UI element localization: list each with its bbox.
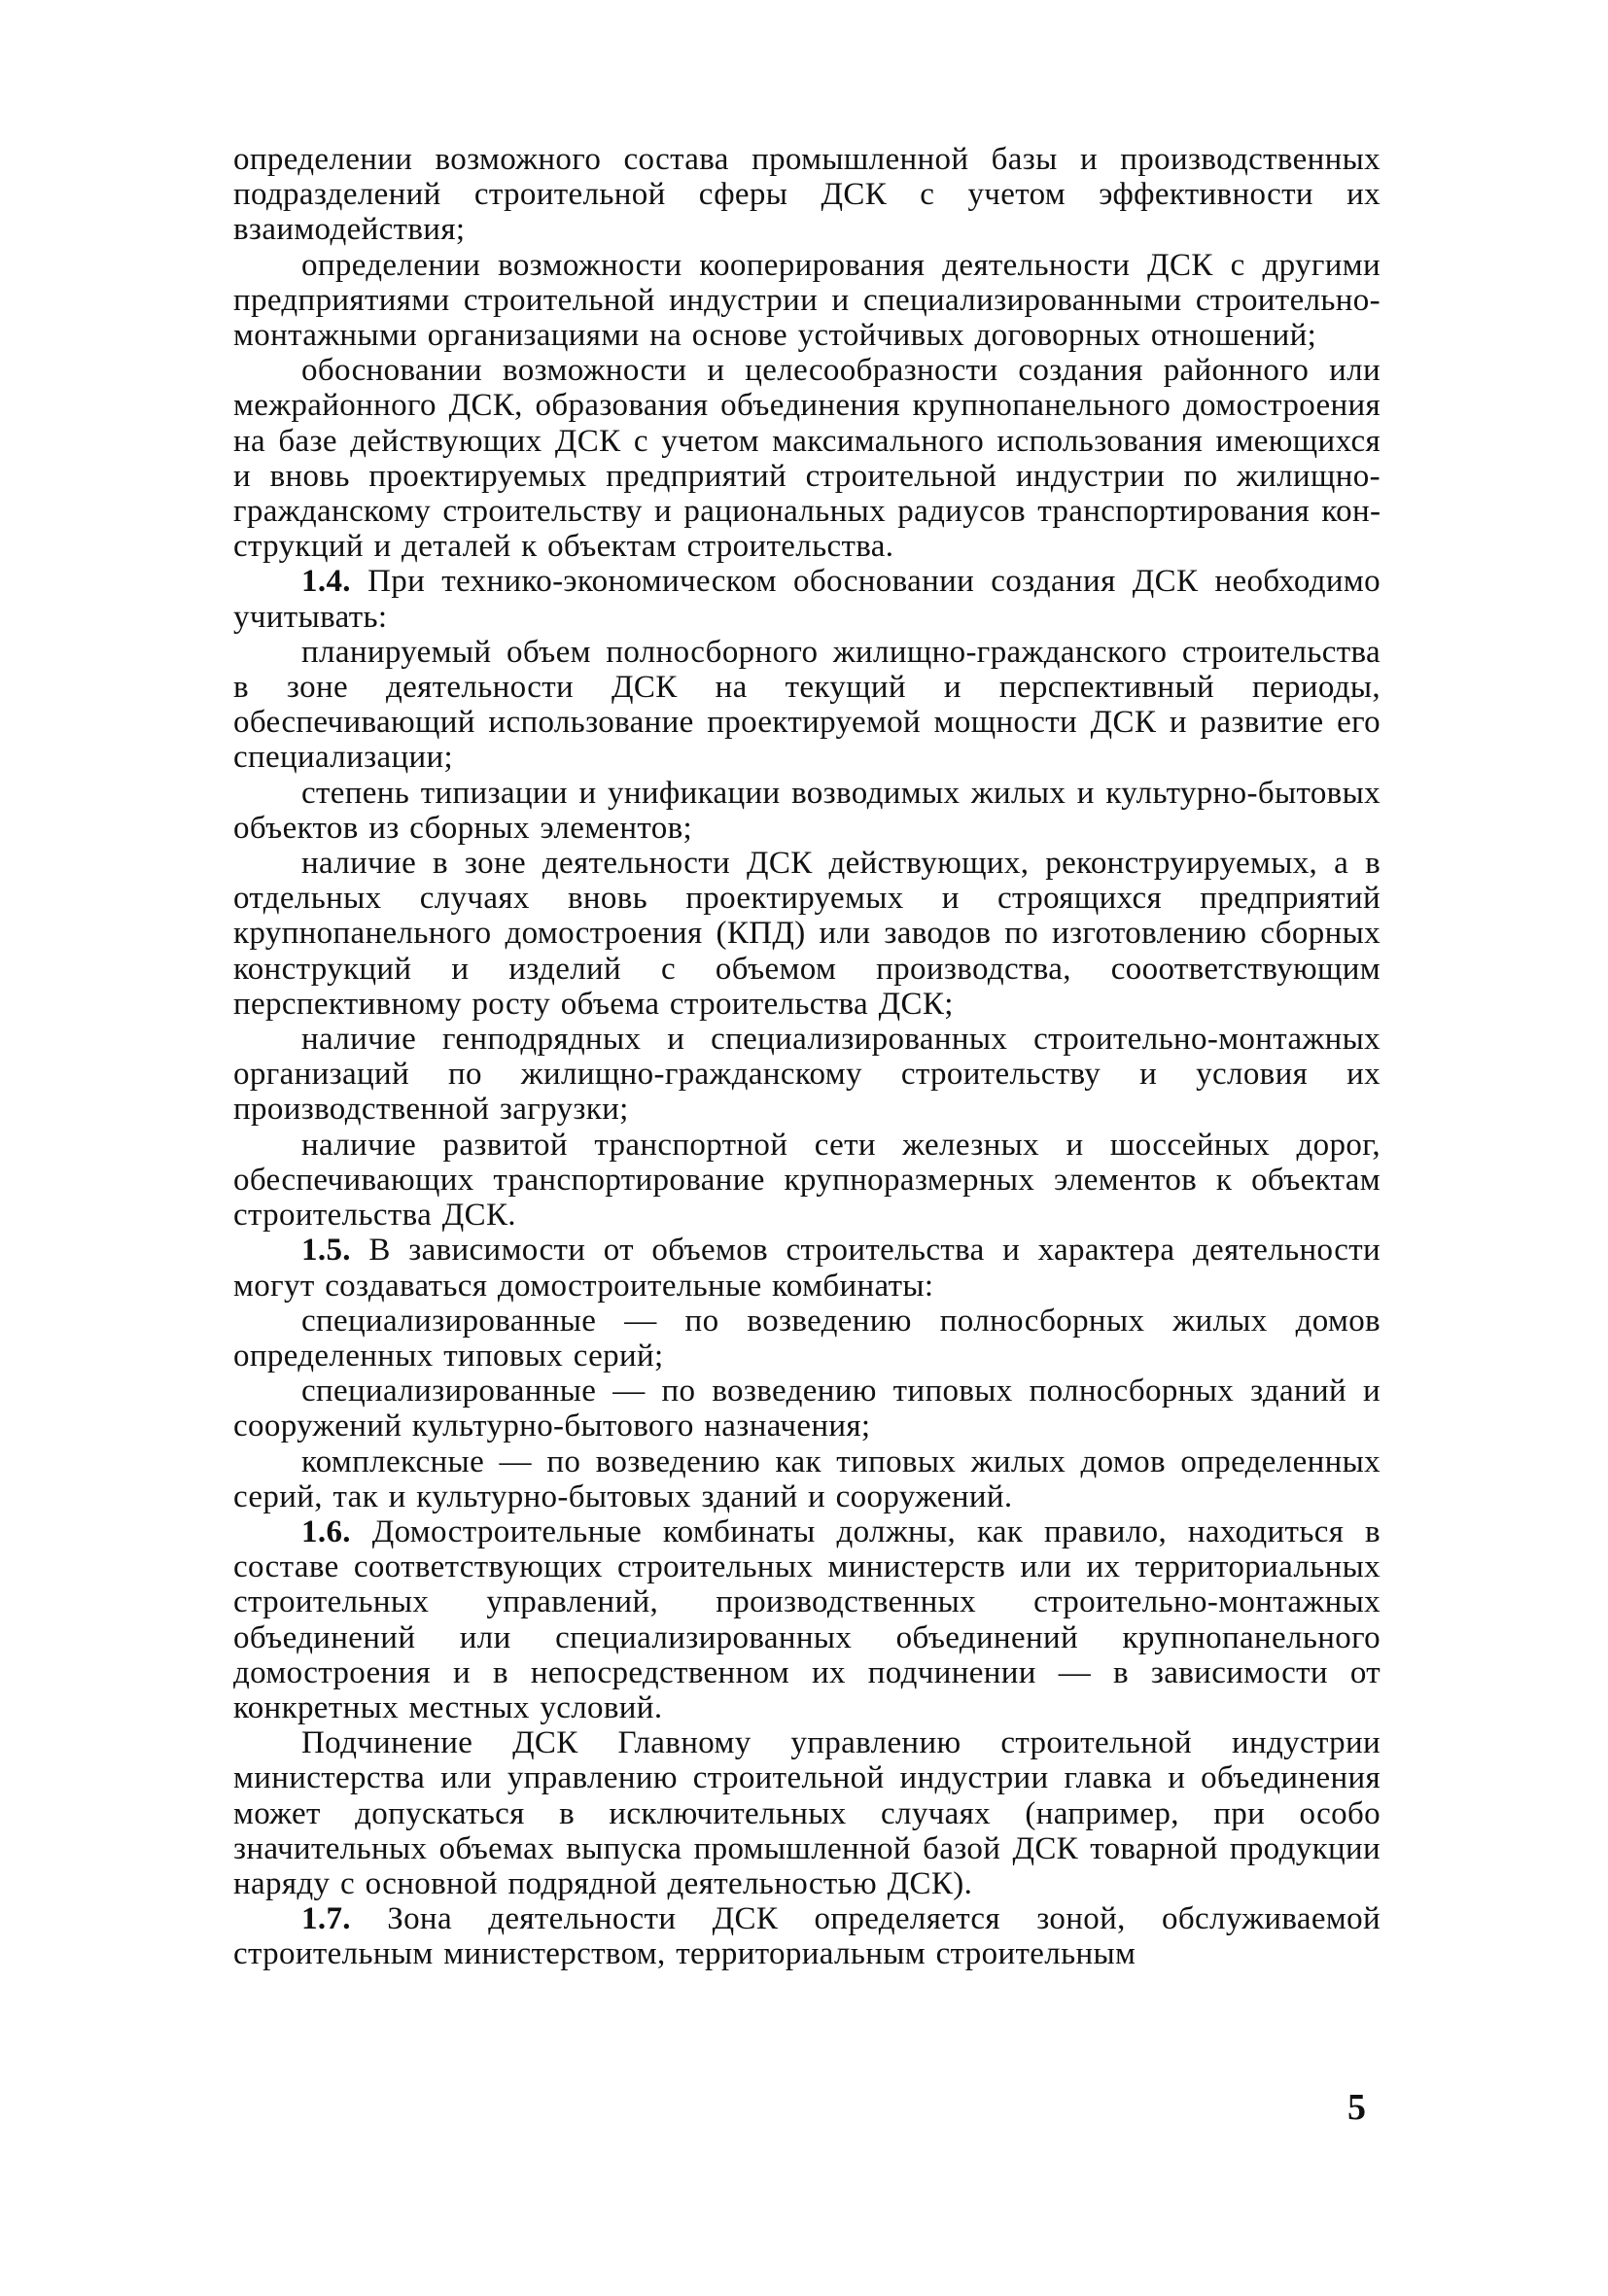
section-number: 1.7. (301, 1901, 351, 1937)
body-text (233, 142, 1381, 1972)
paragraph-text: специализированные — по возведению полносборных жилых домов определенных типовых серий; (233, 1303, 1381, 1374)
paragraph-p04 (233, 564, 1381, 634)
paragraph-p13 (233, 1444, 1381, 1514)
paragraph-text: степень типизации и унификации возводимых жилых и культурно-бытовых объектов из сборных элементов; (233, 775, 1381, 846)
paragraph-p15 (233, 1725, 1381, 1901)
paragraph-p07 (233, 846, 1381, 1022)
paragraph-p10 (233, 1233, 1381, 1303)
paragraph-p16 (233, 1901, 1381, 1971)
paragraph-p06 (233, 776, 1381, 846)
paragraph-text: обосновании возможности и целесообразности создания районного или межрайонного ДСК, образования объединения крупнопанельного домостроения на базе действующих ДСК с учетом максимального использования имеющихся и вновь проектируемых предприятий строительной индустрии по жилищно-гражданскому строительству и рациональных радиусов транспортирования конструкций и деталей к объектам строительства. (233, 353, 1381, 565)
paragraph-text: определении возможности кооперирования деятельности ДСК с другими предприятиями строительной индустрии и специализированными строительно-монтажными организациями на основе устойчивых договорных отношений; (233, 247, 1381, 354)
section-number: 1.5. (301, 1233, 351, 1269)
paragraph-text: В зависимости от объемов строительства и характера деятельности могут создаваться домостроительные комбинаты: (233, 1233, 1381, 1304)
paragraph-text: планируемый объем полносборного жилищно-гражданского строительства в зоне деятельности ДСК на текущий и перспективный периоды, обеспечивающий использование проектируемой мощности ДСК и развитие его специализации; (233, 634, 1381, 776)
paragraph-text: При технико-экономическом обосновании создания ДСК необходимо учитывать: (233, 564, 1381, 635)
paragraph-text: наличие в зоне деятельности ДСК действующих, реконструируемых, а в отдельных случаях вновь проектируемых и строящихся предприятий крупнопанельного домостроения (КПД) или заводов по изготовлению сборных конструкций и изделий с объемом производства, сооответствующим перспективному росту объема строительства ДСК; (233, 846, 1381, 1022)
paragraph-text: наличие развитой транспортной сети железных и шоссейных дорог, обеспечивающих транспортирование крупноразмерных элементов к объектам строительства ДСК. (233, 1127, 1381, 1234)
paragraph-text: определении возможного состава промышленной базы и производственных подразделений строительной сферы ДСК с учетом эффективности их взаимодействия; (233, 142, 1381, 248)
paragraph-p05 (233, 635, 1381, 776)
paragraph-p12 (233, 1374, 1381, 1444)
paragraph-p09 (233, 1128, 1381, 1234)
paragraph-text: Домостроительные комбинаты должны, как правило, находиться в составе соответствующих строительных министерств или их территориальных строительных управлений, производственных строительно-монтажных объединений или специализированных объединений крупнопанельного домостроения и в непосредственном их подчинении — в зависимости от конкретных местных условий. (233, 1513, 1381, 1725)
paragraph-text: наличие генподрядных и специализированных строительно-монтажных организаций по жилищно-гражданскому строительству и условия их производственной загрузки; (233, 1022, 1381, 1128)
section-number: 1.4. (301, 564, 351, 600)
paragraph-p01 (233, 142, 1381, 248)
page-number: 5 (1347, 2087, 1366, 2128)
paragraph-text: специализированные — по возведению типовых полносборных зданий и сооружений культурно-бытового назначения; (233, 1374, 1381, 1444)
paragraph-text: комплексные — по возведению как типовых жилых домов определенных серий, так и культурно-бытовых зданий и сооружений. (233, 1444, 1381, 1514)
paragraph-text: Зона деятельности ДСК определяется зоной, обслуживаемой строительным министерством, территориальным строительным (233, 1901, 1381, 1972)
paragraph-p02 (233, 248, 1381, 354)
paragraph-p14 (233, 1514, 1381, 1725)
paragraph-text: Подчинение ДСК Главному управлению строительной индустрии министерства или управлению строительной индустрии главка и объединения может допускаться в исключительных случаях (например, при особо значительных объемах выпуска промышленной базой ДСК товарной продукции наряду с основной подрядной деятельностью ДСК). (233, 1725, 1381, 1901)
section-number: 1.6. (301, 1513, 351, 1549)
paragraph-p03 (233, 353, 1381, 564)
paragraph-p11 (233, 1304, 1381, 1374)
paragraph-p08 (233, 1022, 1381, 1128)
